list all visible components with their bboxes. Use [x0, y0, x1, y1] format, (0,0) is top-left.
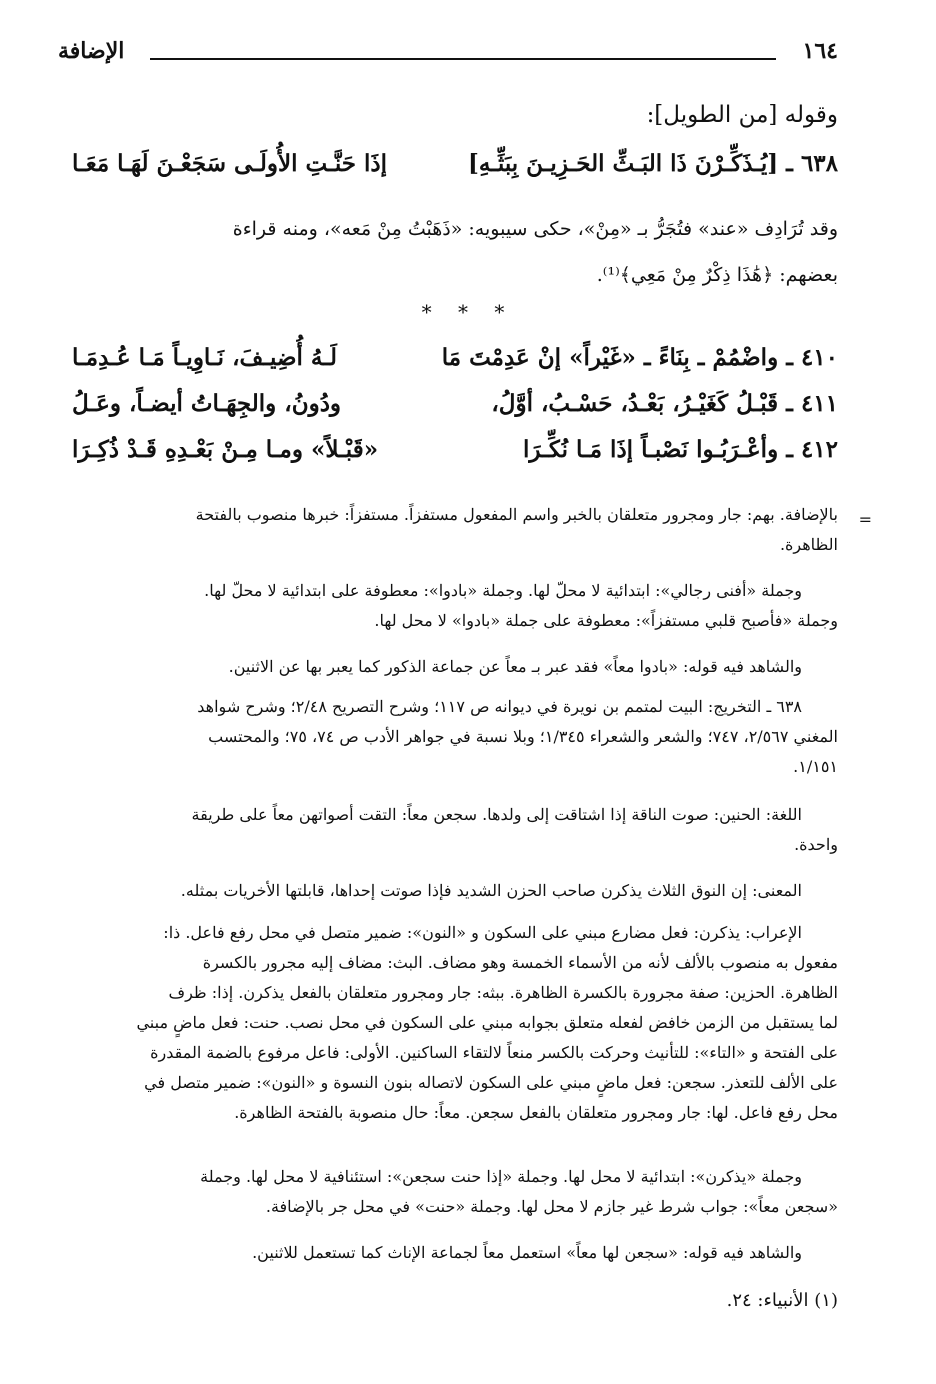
verse-second-hemistich: ودُونُ، والجِهَـاتُ أيضـاً، وعَـلُ — [72, 390, 342, 417]
note-line: ٦٣٨ ـ التخريج: البيت لمتمم بن نويرة في ديوانه ص ١١٧؛ وشرح التصريح ٢/٤٨؛ وشرح شواهد — [197, 697, 802, 716]
note-line: وجملة «فأصبح قلبي مستفزاً»: معطوفة على جملة «بادوا» لا محل لها. — [374, 611, 838, 630]
note-block — [64, 800, 838, 860]
note-line: على الألف للتعذر. سجعن: فعل ماضٍ مبني على السكون لاتصاله بنون النسوة و «النون»: ضمير متصل في — [144, 1073, 838, 1092]
verse-second-hemistich: «قَبْـلاً» ومـا مِـنْ بَعْـدِهِ قَـدْ ذُكِـرَا — [72, 436, 379, 463]
note-line: على الفتحة و «التاء»: للتأنيث وحركت بالكسر منعاً لالتقاء الساكنين. الأولى: فاعل مرفوع بالضمة المقدرة — [150, 1043, 838, 1062]
running-title: الإضافة — [58, 38, 125, 64]
note-line: والشاهد فيه قوله: «بادوا معاً» فقد عبر بـ معاً عن جماعة الذكور كما يعبر بها عن الاثنين. — [228, 657, 802, 676]
note-line: لما يستقبل من الزمن خافض لفعله متعلق بجوابه مبني على السكون في محل نصب. حنت: فعل ماضٍ مبني — [136, 1013, 838, 1032]
intro-line: وقوله [من الطويل]: — [646, 102, 838, 128]
verse-410 — [64, 344, 838, 384]
section-separator: * * * — [421, 300, 515, 324]
verse-first-hemistich: ٤١٢ ـ وأعْـرَبُـوا نَصْبـاً إذَا مَـا نُكِّـرَا — [523, 436, 838, 463]
note-line: محل رفع فاعل. لها: جار ومجرور متعلقان بالفعل سجعن. معاً: حال منصوبة بالفتحة الظاهرة. — [234, 1103, 838, 1122]
note-line: ١/١٥١. — [793, 757, 838, 776]
note-line: المغني ٢/٥٦٧، ٧٤٧؛ والشعر والشعراء ١/٣٤٥؛ وبلا نسبة في جواهر الأدب ص ٧٤، ٧٥؛ والمحتسب — [208, 727, 838, 746]
continuation-mark: = — [858, 510, 872, 529]
note-block — [64, 918, 838, 1128]
note-line: والشاهد فيه قوله: «سجعن لها معاً» استعمل معاً لجماعة الإناث كما تستعمل للاثنين. — [252, 1243, 802, 1262]
body-paragraph-line: بعضهم: ﴿هَٰذَا ذِكْرٌ مِنْ مَعِي﴾⁽¹⁾. — [596, 264, 838, 286]
body-paragraph-line: وقد تُرَادِف «عند» فتُجَرُّ بـ «مِنْ»، حكى سيبويه: «ذَهَبْتُ مِنْ مَعه»، ومنه قراءة — [232, 218, 838, 240]
page-number: ١٦٤ — [802, 38, 838, 64]
verse-second-hemistich: إذَا حَنَّـتِ الأُولَـى سَجَعْـنَ لَهَـا مَعَـا — [72, 150, 388, 177]
note-block — [64, 652, 838, 682]
footnote: (١) الأنبياء: ٢٤. — [726, 1290, 838, 1311]
note-block — [64, 1162, 838, 1222]
note-block — [64, 692, 838, 782]
header-rule — [150, 58, 776, 60]
note-line: الإعراب: يذكرن: فعل مضارع مبني على السكون و «النون»: ضمير متصل في محل رفع فاعل. ذا: — [163, 923, 802, 942]
note-line: الظاهرة. — [779, 535, 838, 554]
note-line: وجملة «أفنى رجالي»: ابتدائية لا محلّ لها. وجملة «بادوا»: معطوفة على ابتدائية لا محلّ لها. — [204, 581, 802, 600]
note-block — [64, 1238, 838, 1268]
verse-first-hemistich: ٤١٠ ـ واضْمُمْ ـ بِنَاءً ـ «غَيْراً» إنْ عَدِمْتَ مَا — [441, 344, 838, 371]
note-block — [64, 576, 838, 636]
note-line: وجملة «يذكرن»: ابتدائية لا محل لها. وجملة «إذا حنت سجعن»: استئنافية لا محل لها. وجملة — [200, 1167, 802, 1186]
note-block — [64, 876, 838, 906]
note-block — [64, 500, 838, 560]
verse-second-hemistich: لَـهُ أُضِيـفَ، نَـاوِيـاً مَـا عُـدِمَـا — [72, 344, 338, 371]
verse-411 — [64, 390, 838, 430]
note-line: المعنى: إن النوق الثلاث يذكرن صاحب الحزن الشديد فإذا صوتت إحداها، قابلتها الأخريات بمثله. — [180, 881, 802, 900]
note-line: واحدة. — [794, 835, 838, 854]
page-header — [58, 38, 838, 78]
verse-first-hemistich: ٦٣٨ ـ [يُـذَكِّـرْنَ ذَا البَـثِّ الحَـزِيـنَ بِبَثِّـهِ] — [467, 150, 838, 177]
note-line: «سجعن معاً»: جواب شرط غير جازم لا محل لها. وجملة «حنت» في محل جر بالإضافة. — [265, 1197, 838, 1216]
verse-412 — [64, 436, 838, 476]
note-line: الظاهرة. الحزين: صفة مجرورة بالكسرة الظاهرة. ببثه: جار ومجرور متعلقان بالفعل يذكرن. إذا: ظرف — [168, 983, 838, 1002]
note-line: اللغة: الحنين: صوت الناقة إذا اشتاقت إلى ولدها. سجعن معاً: التقت أصواتهن معاً على طريقة — [191, 805, 802, 824]
note-line: مفعول به منصوب بالألف لأنه من الأسماء الخمسة وهو مضاف. البث: مضاف إليه مجرور بالكسرة — [202, 953, 838, 972]
verse-638 — [64, 150, 838, 190]
verse-first-hemistich: ٤١١ ـ قَبْـلُ كَغَيْـرُ، بَعْـدُ، حَسْـبُ، أوَّلُ، — [491, 390, 838, 417]
note-line: بالإضافة. بهم: جار ومجرور متعلقان بالخبر واسم المفعول مستفزاً. مستفزاً: خبرها منصوب بالفتحة — [195, 505, 838, 524]
